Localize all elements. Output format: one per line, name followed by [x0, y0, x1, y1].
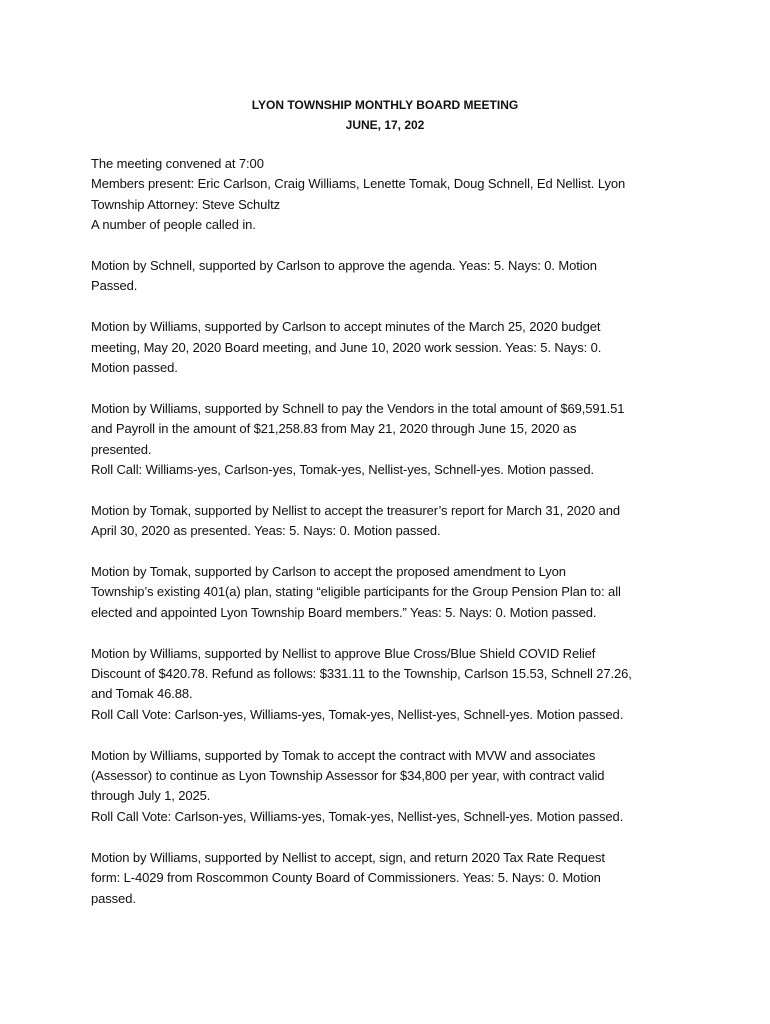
text-line: (Assessor) to continue as Lyon Township Assessor for $34,800 per year, with contract valid [91, 768, 605, 784]
text-line: through July 1, 2025. [91, 788, 211, 804]
text-line: The meeting convened at 7:00 [91, 156, 264, 171]
document-body [91, 154, 691, 929]
text-line: Township Attorney: Steve Schultz [91, 196, 281, 212]
document-header [0, 95, 770, 136]
text-line: Motion by Williams, supported by Carlson to accept minutes of the March 25, 2020 budget [91, 319, 601, 335]
text-line: presented. [91, 441, 152, 457]
paragraph [91, 746, 691, 828]
text-line: Members present: Eric Carlson, Craig Williams, Lenette Tomak, Doug Schnell, Ed Nellist. Lyon [91, 176, 626, 192]
text-line: Motion by Williams, supported by Schnell to pay the Vendors in the total amount of $69,591.51 [91, 400, 625, 416]
text-line: meeting, May 20, 2020 Board meeting, and June 10, 2020 work session. Yeas: 5. Nays: 0. [91, 339, 602, 355]
paragraph [91, 399, 691, 481]
text-line: Passed. [91, 278, 138, 294]
text-line: April 30, 2020 as presented. Yeas: 5. Nays: 0. Motion passed. [91, 523, 441, 539]
paragraph [91, 154, 691, 236]
document-title: LYON TOWNSHIP MONTHLY BOARD MEETING [251, 98, 519, 112]
text-line: Roll Call: Williams-yes, Carlson-yes, Tomak-yes, Nellist-yes, Schnell-yes. Motion passed. [91, 462, 595, 478]
text-line: elected and appointed Lyon Township Board members.” Yeas: 5. Nays: 0. Motion passed. [91, 604, 597, 620]
paragraph [91, 501, 691, 542]
paragraph [91, 562, 691, 623]
text-line: passed. [91, 890, 136, 906]
paragraph [91, 848, 691, 909]
text-line: A number of people called in. [91, 217, 256, 233]
text-line: Motion passed. [91, 360, 178, 376]
text-line: Motion by Tomak, supported by Carlson to accept the proposed amendment to Lyon [91, 564, 566, 580]
text-line: Discount of $420.78. Refund as follows: $331.11 to the Township, Carlson 15.53, Schnell 27.26, [91, 666, 632, 682]
paragraph [91, 644, 691, 726]
document-date: JUNE, 17, 202 [345, 118, 425, 133]
text-line: form: L-4029 from Roscommon County Board of Commissioners. Yeas: 5. Nays: 0. Motion [91, 870, 601, 886]
text-line: Roll Call Vote: Carlson-yes, Williams-yes, Tomak-yes, Nellist-yes, Schnell-yes. Motion passed. [91, 808, 624, 824]
text-line: Motion by Williams, supported by Nellist to accept, sign, and return 2020 Tax Rate Request [91, 849, 605, 865]
text-line: Motion by Schnell, supported by Carlson to approve the agenda. Yeas: 5. Nays: 0. Motion [91, 258, 597, 274]
paragraph [91, 317, 691, 378]
paragraph [91, 256, 691, 297]
text-line: and Payroll in the amount of $21,258.83 from May 21, 2020 through June 15, 2020 as [91, 421, 577, 437]
text-line: Township’s existing 401(a) plan, stating “eligible participants for the Group Pension Plan to: all [91, 584, 621, 600]
text-line: Motion by Tomak, supported by Nellist to accept the treasurer’s report for March 31, 2020 and [91, 502, 621, 518]
text-line: Motion by Williams, supported by Nellist to approve Blue Cross/Blue Shield COVID Relief [91, 645, 596, 661]
text-line: and Tomak 46.88. [91, 686, 193, 702]
text-line: Motion by Williams, supported by Tomak to accept the contract with MVW and associates [91, 747, 596, 763]
text-line: Roll Call Vote: Carlson-yes, Williams-yes, Tomak-yes, Nellist-yes, Schnell-yes. Motion passed. [91, 706, 624, 722]
